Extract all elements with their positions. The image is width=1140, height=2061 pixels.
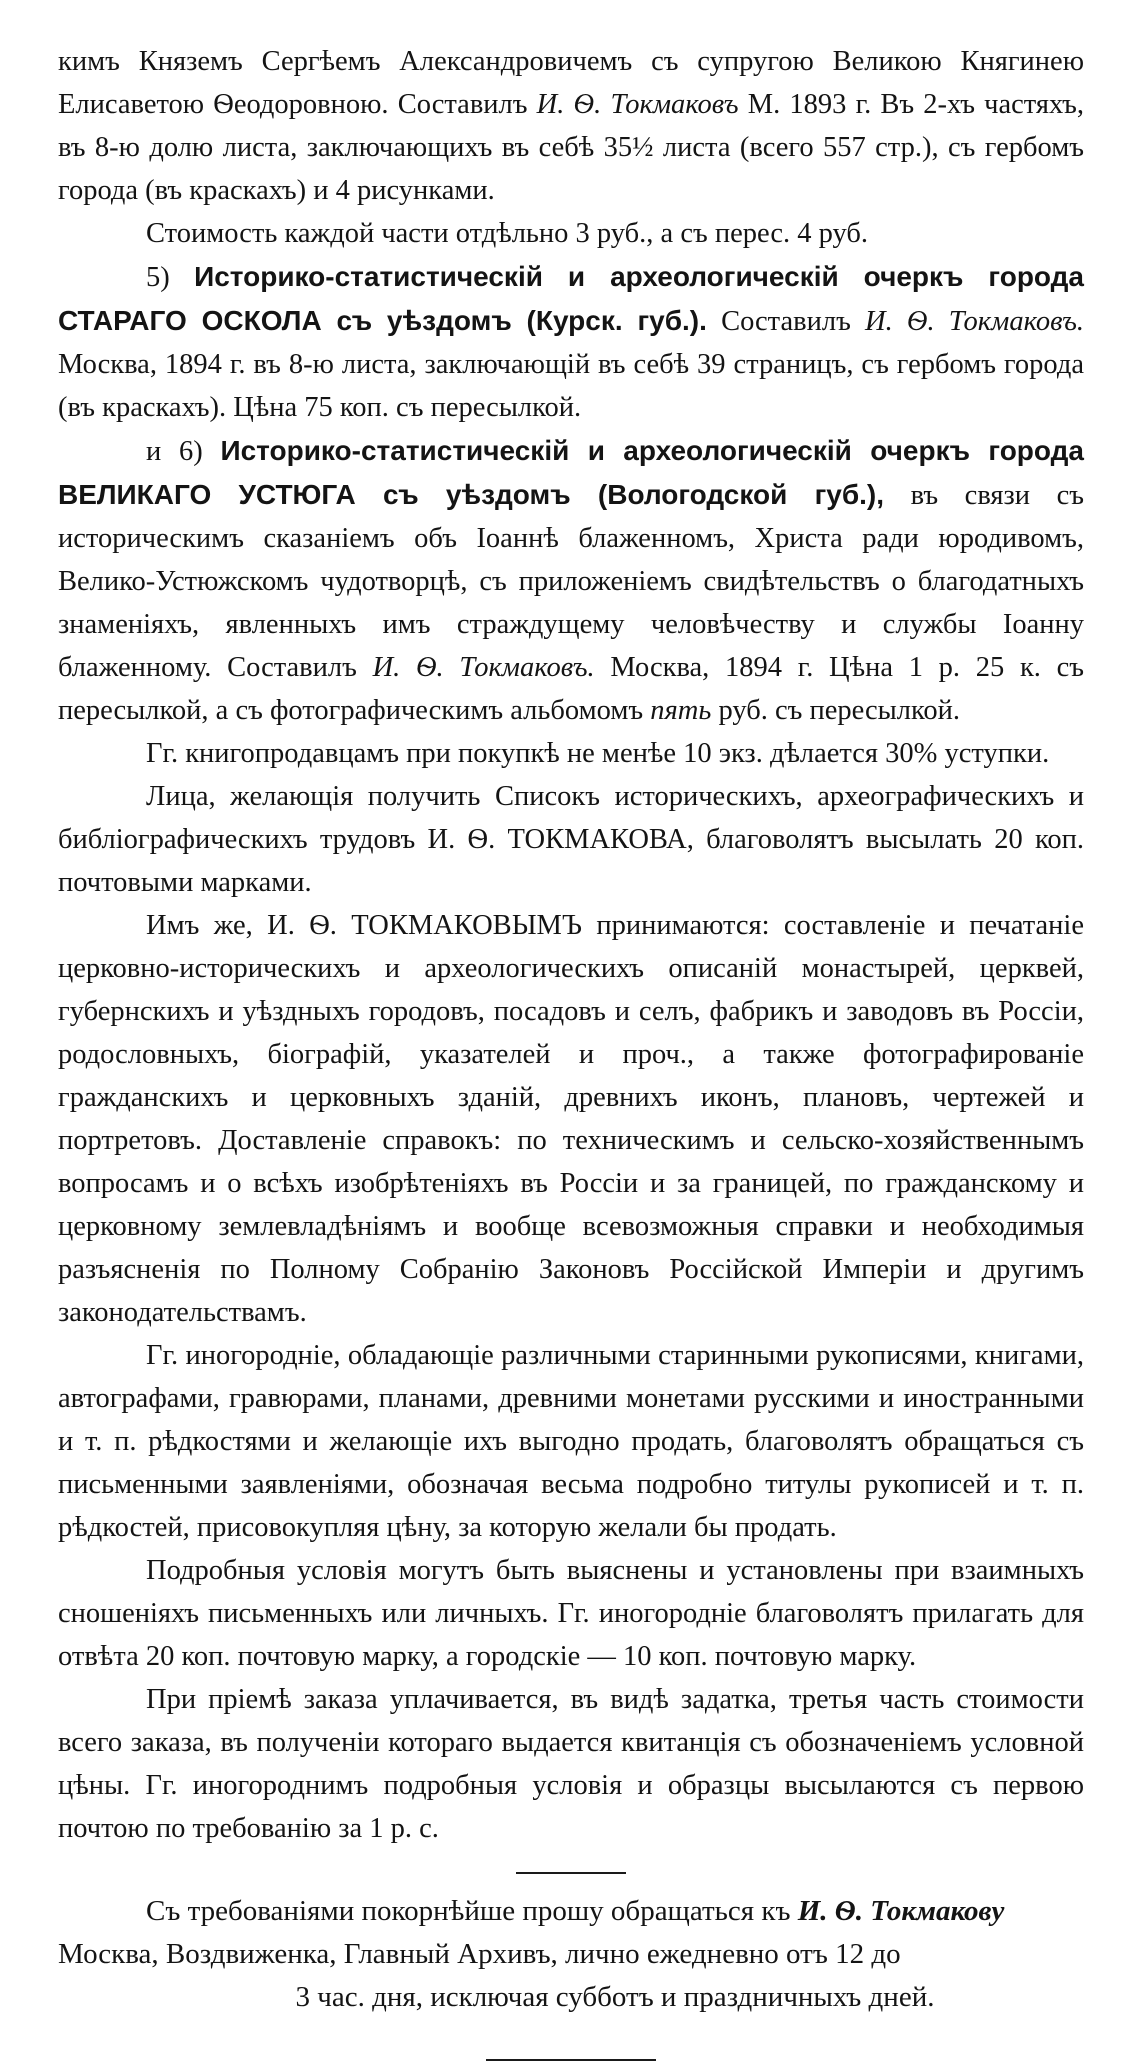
intro-author: И. Ѳ. Токмаковъ (536, 89, 739, 120)
contact-name: И. Ѳ. Токмакову (797, 1895, 1005, 1927)
item-5-number: 5) (146, 262, 195, 293)
intro-text: кимъ Княземъ Сергѣемъ Александровичемъ съ супругою Великою Княгинею Елисаветою Ѳеодоровною. Составилъ (58, 46, 1084, 120)
item-5-title: Историко-статистическій и археологическій очеркъ города СТАРАГО ОСКОЛА съ уѣздомъ (Курск. губ.). (58, 261, 1084, 336)
contact-text: Съ требованіями покорнѣйше прошу обращаться къ (146, 1895, 798, 1927)
item-6-paragraph (58, 429, 1084, 732)
item-6-text-3: руб. съ пересылкой. (711, 695, 961, 726)
intro-text-2: М. 1893 г. Въ 2-хъ частяхъ, въ 8-ю долю листа, заключающихъ въ себѣ 35½ листа (всего 557 стр.), съ гербомъ города (въ краскахъ) и 4 рисунками. (58, 89, 1084, 206)
payment-paragraph: При пріемѣ заказа уплачивается, въ видѣ задатка, третья часть стоимости всего заказа, въ полученіи котораго выдается квитанція съ обозначеніемъ условной цѣны. Гг. иногороднимъ подробныя условія и образцы высылаются съ первою почтою по требованію за 1 р. с. (58, 1684, 1084, 1844)
item-6-text: въ связи съ историческимъ сказаніемъ объ Іоаннѣ блаженномъ, Христа ради юродивомъ, Велико-Устюжскомъ чудотворцѣ, съ приложеніемъ свидѣтельствъ о благодатныхъ знаменіяхъ, явленныхъ имъ страждущему человѣчеству и службы Іоанну блаженному. Составилъ (58, 480, 1084, 683)
list-request-paragraph: Лица, желающія получить Списокъ историческихъ, археографическихъ и библіографическихъ трудовъ И. Ѳ. ТОКМАКОВА, благоволятъ высылать 20 коп. почтовыми марками. (58, 781, 1084, 898)
item-6-number: и 6) (146, 436, 221, 467)
item-6-title: Историко-статистическій и археологическій очеркъ города ВЕЛИКАГО УСТЮГА съ уѣздомъ (Вологодской губ.), (58, 435, 1084, 510)
contact-line-3: 3 час. дня, исключая субботъ и праздничныхъ дней. (295, 1981, 935, 2013)
item-5-text-2: Москва, 1894 г. въ 8-ю листа, заключающій въ себѣ 39 страницъ, съ гербомъ города (въ краскахъ). Цѣна 75 коп. съ пересылкой. (58, 349, 1084, 423)
item-6-text-2: Москва, 1894 г. Цѣна 1 р. 25 к. съ пересылкой, а съ фотографическимъ альбомомъ (58, 652, 1085, 726)
booksellers-paragraph: Гг. книгопродавцамъ при покупкѣ не менѣе 10 экз. дѣлается 30% уступки. (146, 738, 1050, 769)
contact-line-2: Москва, Воздвиженка, Главный Архивъ, лично ежедневно отъ 12 до (58, 1938, 901, 1970)
item-5-paragraph (58, 255, 1084, 429)
collectors-paragraph: Гг. иногородніе, обладающіе различными старинными рукописями, книгами, автографами, гравюрами, планами, древними монетами русскими и иностранными и т. п. рѣдкостями и желающіе ихъ выгодно продать, благоволятъ обращаться съ письменными заявленіями, обозначая весьма подробно титулы рукописей и т. п. рѣдкостей, присовокупляя цѣну, за которую желали бы продать. (58, 1340, 1084, 1543)
divider-top (516, 1872, 626, 1874)
item-6-author: И. Ѳ. Токмаковъ. (372, 652, 595, 683)
conditions-paragraph: Подробныя условія могутъ быть выяснены и установлены при взаимныхъ сношеніяхъ письменныхъ или личныхъ. Гг. иногородніе благоволятъ прилагать для отвѣта 20 коп. почтовую марку, а городскіе — 10 коп. почтовую марку. (58, 1555, 1084, 1672)
item-5-author: И. Ѳ. Токмаковъ. (864, 306, 1084, 337)
item-6-italic-word: пять (650, 695, 712, 726)
contact-paragraph (58, 1890, 1084, 2019)
services-paragraph: Имъ же, И. Ѳ. ТОКМАКОВЫМЪ принимаются: составленіе и печатаніе церковно-историческихъ и археологическихъ описаній монастырей, церквей, губернскихъ и уѣздныхъ городовъ, посадовъ и селъ, фабрикъ и заводовъ въ Россіи, родословныхъ, біографій, указателей и проч., а также фотографированіе гражданскихъ и церковныхъ зданій, древнихъ иконъ, плановъ, чертежей и портретовъ. Доставленіе справокъ: по техническимъ и сельско-хозяйственнымъ вопросамъ и о всѣхъ изобрѣтеніяхъ въ Россіи и за границей, по гражданскому и церковному землевладѣніямъ и вообще всевозможныя справки и необходимыя разъясненія по Полному Собранію Законовъ Россійской Имперіи и другимъ законодательствамъ. (58, 910, 1084, 1328)
price-paragraph: Стоимость каждой части отдѣльно 3 руб., а съ перес. 4 руб. (146, 218, 869, 249)
intro-paragraph (58, 40, 1084, 212)
item-5-text: Составилъ (706, 306, 865, 337)
